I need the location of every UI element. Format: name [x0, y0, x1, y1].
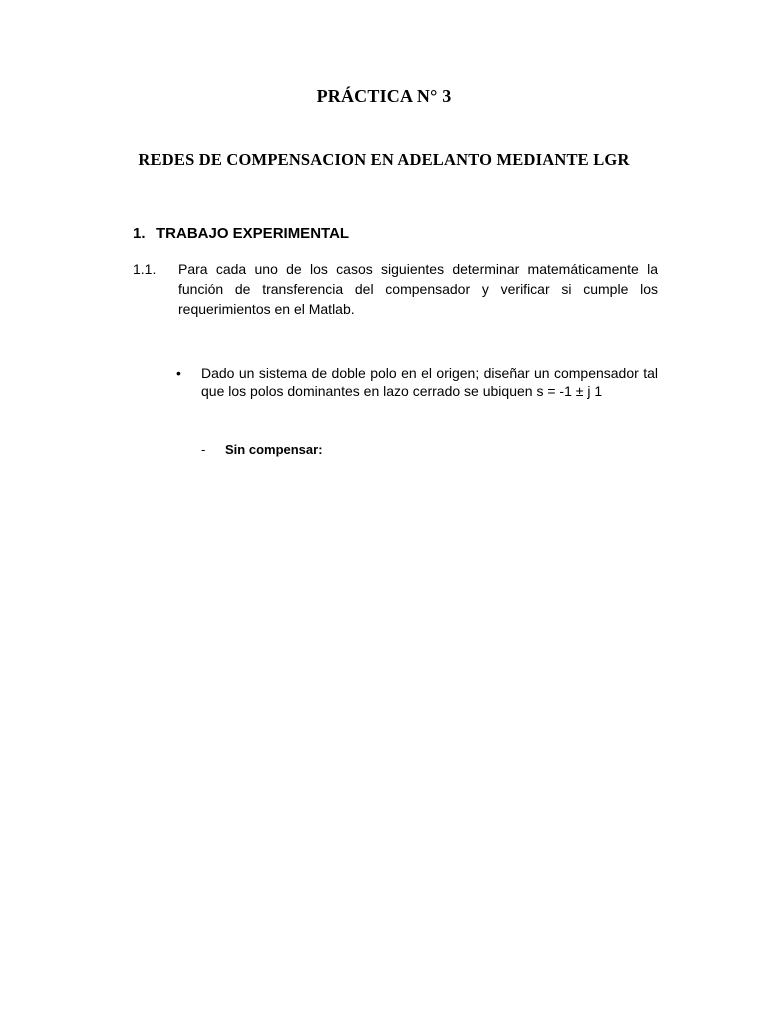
sub-item-label: Sin compensar:	[225, 442, 323, 457]
bullet-marker: •	[176, 365, 181, 381]
section-title: TRABAJO EXPERIMENTAL	[156, 225, 350, 242]
item-number: 1.1.	[133, 261, 157, 277]
page-subtitle: REDES DE COMPENSACION EN ADELANTO MEDIANTE LGR	[138, 150, 630, 169]
section-number: 1.	[133, 225, 146, 242]
bullet-item	[176, 364, 658, 400]
page-title: PRÁCTICA N° 3	[316, 86, 452, 106]
sub-item	[201, 442, 323, 457]
item-text: Para cada uno de los casos siguientes determinar matemáticamente la función de transferencia del compensador y verificar si cumple los requerimientos en el Matlab.	[178, 261, 658, 317]
sub-item-marker: -	[201, 442, 206, 457]
section-heading	[133, 225, 349, 242]
bullet-text: Dado un sistema de doble polo en el origen; diseñar un compensador tal que los polos dominantes en lazo cerrado se ubiquen s = -1 ± j 1	[201, 365, 658, 399]
numbered-item	[133, 259, 658, 319]
